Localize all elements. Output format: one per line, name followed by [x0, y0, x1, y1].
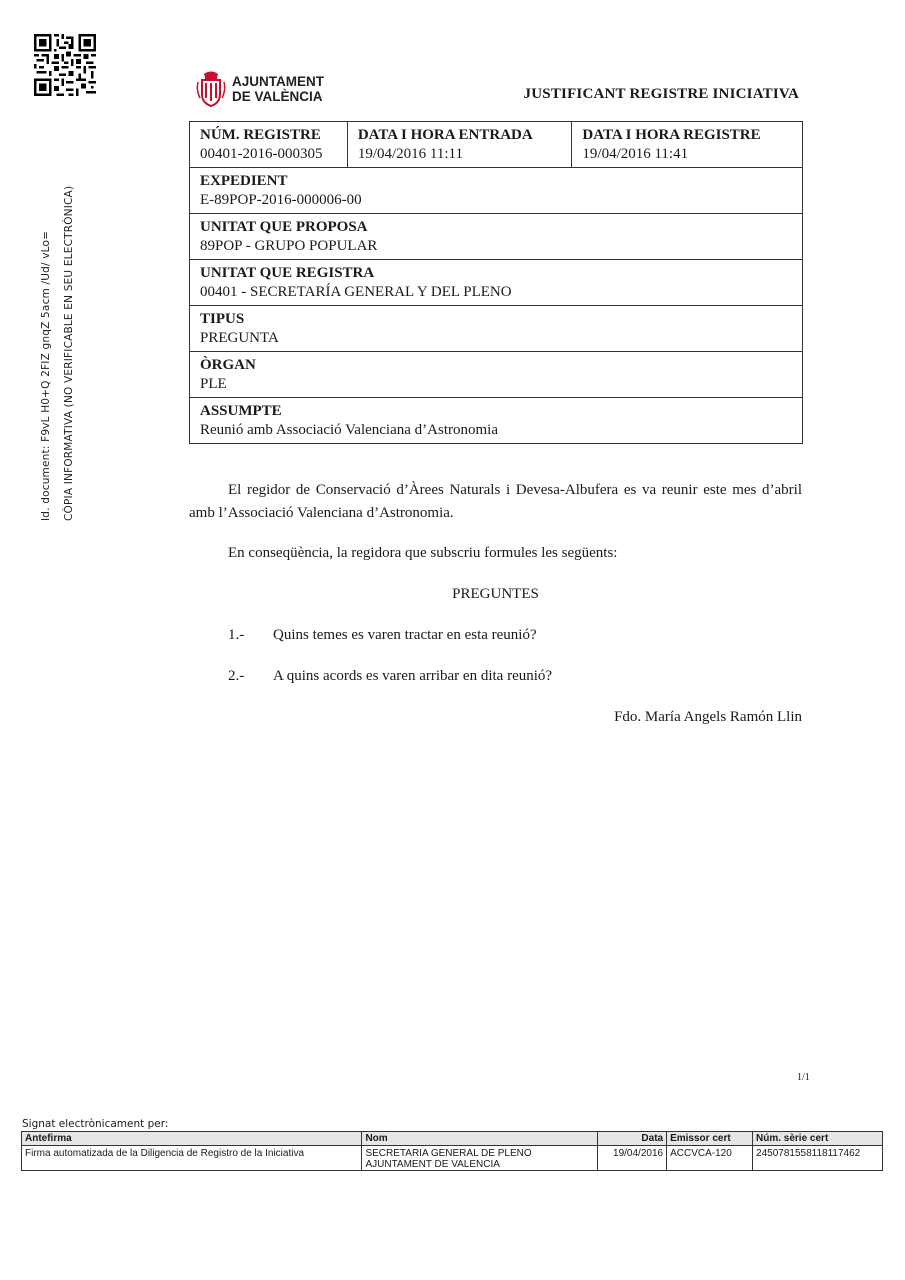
register-row-registra	[190, 260, 803, 306]
num-registre-value: 00401-2016-000305	[200, 146, 323, 162]
register-row-assumpte	[190, 398, 803, 444]
antefirma-value: Firma automatizada de la Diligencia de Registro de la Iniciativa	[22, 1146, 362, 1171]
organ-value: PLE	[200, 376, 227, 392]
register-table	[189, 121, 803, 444]
registering-unit-label: UNITAT QUE REGISTRA	[200, 265, 375, 281]
num-registre-label: NÚM. REGISTRE	[200, 127, 321, 143]
proposing-unit-value: 89POP - GRUPO POPULAR	[200, 238, 378, 254]
antefirma-header: Antefirma	[22, 1132, 362, 1146]
document-title: JUSTIFICANT REGISTRE INICIATIVA	[523, 86, 799, 102]
num-registre-cell	[190, 122, 348, 168]
subject-label: ASSUMPTE	[200, 403, 282, 419]
issuer-header: Emissor cert	[667, 1132, 753, 1146]
register-row-proposa	[190, 214, 803, 260]
name-line-2: AJUNTAMENT DE VALENCIA	[365, 1159, 500, 1170]
register-date-label: DATA I HORA REGISTRE	[582, 127, 761, 143]
organ-cell	[190, 352, 803, 398]
informative-copy-note: CÒPIA INFORMATIVA (NO VERIFICABLE EN SEU ELECTRÒNICA)	[63, 185, 75, 521]
signatures-table	[21, 1131, 883, 1171]
register-date-cell	[572, 122, 803, 168]
qr-code	[34, 34, 96, 96]
name-header: Nom	[362, 1132, 598, 1146]
type-cell	[190, 306, 803, 352]
questions-heading: PREGUNTES	[452, 586, 539, 602]
expedient-label: EXPEDIENT	[200, 173, 288, 189]
expedient-value: E-89POP-2016-000006-00	[200, 192, 362, 208]
logo-line-2: DE VALÈNCIA	[232, 89, 323, 104]
intro-paragraph: El regidor de Conservació d’Àrees Naturals i Devesa-Albufera es va reunir este mes d’abril amb l’Associació Valenciana d’Astronomia.	[189, 482, 802, 521]
question-text: Quins temes es varen tractar en esta reunió?	[273, 627, 537, 643]
signatures-header-row	[22, 1132, 883, 1146]
city-logo	[196, 69, 326, 109]
coat-of-arms-icon	[196, 70, 226, 108]
issuer-value: ACCVCA-120	[667, 1146, 753, 1171]
serial-header: Núm. sèrie cert	[753, 1132, 883, 1146]
table-row	[22, 1146, 883, 1171]
serial-value: 2450781558118117462	[753, 1146, 883, 1171]
name-value	[362, 1146, 598, 1171]
consequence-paragraph: En conseqüència, la regidora que subscriu formules les següents:	[228, 545, 618, 561]
question-text: A quins acords es varen arribar en dita reunió?	[273, 668, 553, 684]
question-item	[189, 665, 802, 688]
entry-date-cell	[347, 122, 572, 168]
proposing-unit-cell	[190, 214, 803, 260]
signature-line: Fdo. María Angels Ramón Llin	[614, 709, 802, 725]
document-id-note: Id. document: F9vL H0+Q 2FIZ gnqZ 5acm /Ud/ vLo=	[40, 230, 52, 521]
name-line-1: SECRETARIA GENERAL DE PLENO	[365, 1148, 532, 1159]
page-number: 1/1	[797, 1072, 810, 1083]
question-item	[189, 624, 802, 647]
register-row-expedient	[190, 168, 803, 214]
entry-date-value: 19/04/2016 11:11	[357, 146, 463, 162]
register-date-value: 19/04/2016 11:41	[582, 146, 689, 162]
registering-unit-value: 00401 - SECRETARÍA GENERAL Y DEL PLENO	[200, 284, 512, 300]
logo-line-1: AJUNTAMENT	[232, 74, 324, 89]
date-value: 19/04/2016	[598, 1146, 667, 1171]
question-number: 1.-	[228, 627, 245, 643]
type-value: PREGUNTA	[200, 330, 279, 346]
type-label: TIPUS	[200, 311, 245, 327]
register-row-ids	[190, 122, 803, 168]
expedient-cell	[190, 168, 803, 214]
register-row-tipus	[190, 306, 803, 352]
subject-cell	[190, 398, 803, 444]
question-number: 2.-	[228, 668, 245, 684]
register-row-organ	[190, 352, 803, 398]
registering-unit-cell	[190, 260, 803, 306]
subject-value: Reunió amb Associació Valenciana d’Astronomia	[200, 422, 498, 438]
proposing-unit-label: UNITAT QUE PROPOSA	[200, 219, 368, 235]
date-header: Data	[598, 1132, 667, 1146]
signatures-caption: Signat electrònicament per:	[22, 1118, 169, 1130]
organ-label: ÒRGAN	[200, 357, 256, 373]
entry-date-label: DATA I HORA ENTRADA	[357, 127, 533, 143]
